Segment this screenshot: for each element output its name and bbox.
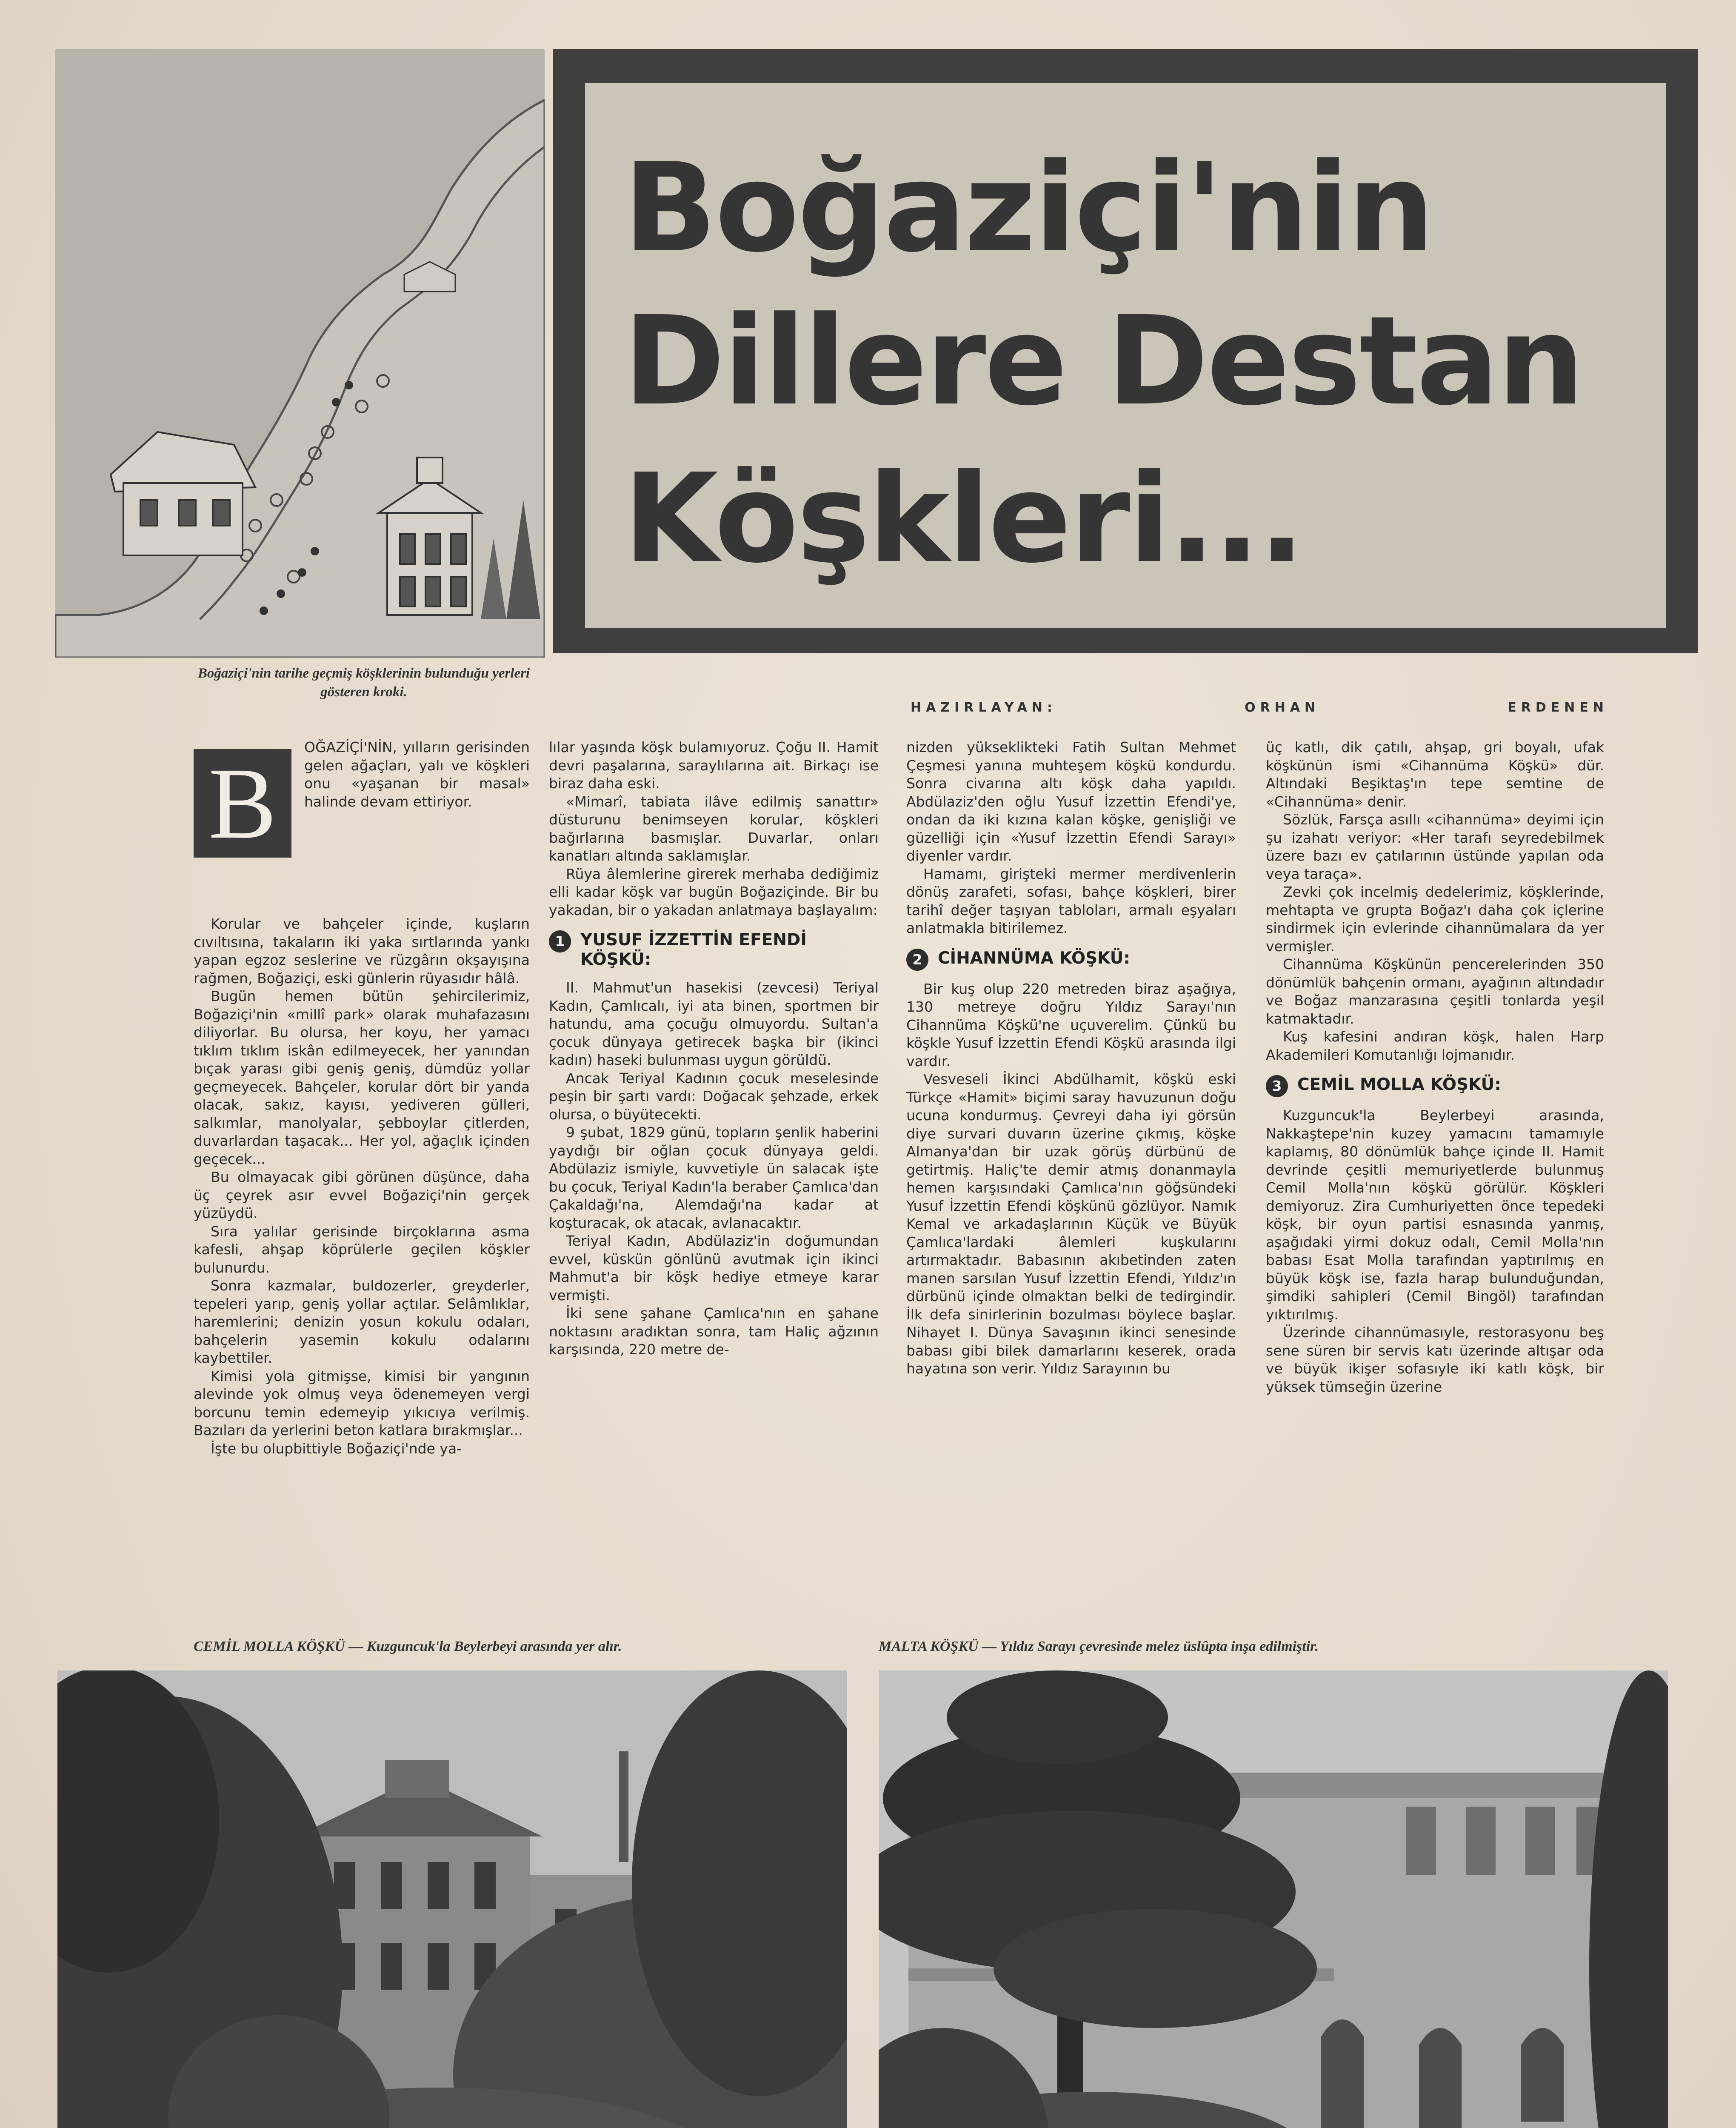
paragraph: Sıra yalılar gerisinde birçoklarına asma kafesli, ahşap köprülerle geçilen köşkler bulunurdu.	[194, 1223, 530, 1276]
paragraph: Cihannüma Köşkünün pencerelerinden 350 dönümlük bahçenin ormanı, ayağının altındadır ve Boğaz manzarasına çeşitli tonlarda yeşil katmaktadır.	[1266, 956, 1604, 1027]
article-column-3	[906, 738, 1236, 1378]
section-number: 1	[549, 930, 571, 952]
headline-line-3: Köşkleri...	[623, 447, 1303, 590]
photo-malta-kosku	[879, 1670, 1668, 2128]
paragraph: Sözlük, Farsça asıllı «cihannüma» deyimi için şu izahatı veriyor: «Her tarafı seyredebilmek üzere bazı ev çatılarının üstünde yapılan oda veya taraça».	[1266, 811, 1604, 882]
photo-cemil-molla-kosku	[57, 1670, 847, 2128]
article-column-1	[194, 915, 530, 1458]
byline-last-name: ERDENEN	[1508, 700, 1608, 715]
drop-cap: B	[194, 749, 291, 858]
paragraph: Bu olmayacak gibi görünen düşünce, daha üç çeyrek asır evvel Boğaziçi'nin gerçek yüzüydü.	[194, 1169, 530, 1221]
paragraph: nizden yükseklikteki Fatih Sultan Mehmet Çeşmesi yanına muhteşem köşkü kondurdu. Sonra civarına altı köşk daha yapıldı. Abdülaziz'den oğlu Yusuf İzzettin Efendi'ye, ondan da iki kızına kalan köşke, genişliği ve güzelliği için «Yusuf İzzettin Efendi Sarayı» diyenler vardır.	[906, 739, 1236, 864]
article-column-2	[549, 738, 879, 1359]
byline-first-name: ORHAN	[1245, 700, 1320, 715]
section-number: 3	[1266, 1075, 1288, 1097]
paragraph: İki sene şahane Çamlıca'nın en şahane noktasını aradıktan sonra, tam Haliç ağzının karşısında, 220 metre de-	[549, 1305, 879, 1358]
section-number: 2	[906, 949, 928, 971]
paragraph: Rüya âlemlerine girerek merhaba dediğimiz elli kadar köşk var bugün Boğaziçinde. Bir bu yakadan, bir o yakadan anlatmaya başlayalım:	[549, 865, 879, 918]
paragraph: Hamamı, girişteki mermer merdivenlerin dönüş zarafeti, sofası, bahçe köşkleri, birer tarihî değer taşıyan tabloları, armalı eşyaları anlatmakla bitirilemez.	[906, 865, 1236, 936]
paragraph: Sonra kazmalar, buldozerler, greyderler, tepeleri yarıp, geniş yollar açtılar. Selâmlıklar, haremlerini; denizin yosun kokulu odaları, bahçelerin yasemin kokulu odalarını kaybettiler.	[194, 1277, 530, 1366]
paragraph: üç katlı, dik çatılı, ahşap, gri boyalı, ufak köşkünün ismi «Cihannüma Köşkü» dür. Altındaki Beşiktaş'ın tepe semtine de «Cihannüma» denir.	[1266, 739, 1604, 810]
paragraph: Bugün hemen bütün şehircilerimiz, Boğaziçi'nin «millî park» olarak muhafazasını diliyorlar. Bu olursa, her koyu, her yamacı tıklım tıklım iskân edilmeyecek, her yanından bıçak yarası gibi geniş geniş, dümdüz yollar geçmeyecek. Bahçeler, korular dört bir yanda olacak, sakız, kayısı, yediveren gülleri, salkımlar, manolyalar, şebboylar çitlerden, duvarlardan taşacak... Her yol, ağaçlık içinden geçecek...	[194, 988, 530, 1167]
paragraph: Teriyal Kadın, Abdülaziz'in doğumundan evvel, küskün gönlünü avutmak için ikinci Mahmut'a bir köşk hediye etmeye karar vermişti.	[549, 1233, 879, 1304]
section-title: YUSUF İZZETTİN EFENDİ KÖŞKÜ:	[580, 930, 807, 969]
headline-panel	[585, 83, 1666, 628]
paragraph: Kuzguncuk'la Beylerbeyi arasında, Nakkaştepe'nin kuzey yamacını tamamıyle kaplamış, 80 dönümlük bahçe içinde II. Hamit devrinde çeşitli memuriyetlerde bulunmuş Cemil Molla'nın köşkü görülür. Köşkleri demiyoruz. Zira Cumhuriyetten önce tepedeki köşk, bir oyun partisi esnasında yanmış, aşağıdaki yirmi dokuz odalı, Cemil Molla'nın babası Esat Molla tarafından yaptırılmış en büyük köşk ise, fazla harap bulunduğundan, şimdiki sahipleri (Cemil Bingöl) tarafından yıktırılmış.	[1266, 1107, 1604, 1323]
section-heading-2	[906, 949, 1236, 971]
article-column-4	[1266, 738, 1604, 1396]
bosphorus-map-sketch	[55, 49, 545, 658]
map-illustration	[55, 49, 545, 658]
article-lead: OĞAZİÇİ'NİN, yılların gerisinden gelen ağaçları, yalı ve köşkleri onu «yaşanan bir masal» halinde devam ettiriyor.	[304, 739, 530, 810]
headline-line-2: Dillere Destan	[623, 290, 1583, 432]
section-heading-1	[549, 930, 879, 970]
paragraph: 9 şubat, 1829 günü, topların şenlik haberini yaydığı bir oğlan çocuk dünyaya geldi. Abdülaziz ismiyle, kuvvetiyle ün salacak işte bu çocuk, Teriyal Kadın'la beraber Çamlıca'dan Çakaldağı'na, Alemdağı'na kadar at koşturacak, ok atacak, avlanacaktır.	[549, 1124, 879, 1231]
paragraph: Kuş kafesini andıran köşk, halen Harp Akademileri Komutanlığı lojmanıdır.	[1266, 1028, 1604, 1063]
paragraph: İşte bu olupbittiyle Boğaziçi'nde ya-	[211, 1440, 462, 1457]
headline-line-1: Boğaziçi'nin	[623, 137, 1433, 279]
section-heading-3	[1266, 1075, 1604, 1097]
byline-label: HAZIRLAYAN:	[911, 700, 1057, 715]
photo-caption-cemil-molla: CEMİL MOLLA KÖŞKÜ — Kuzguncuk'la Beylerbeyi arasında yer alır.	[194, 1639, 622, 1654]
paragraph: Ancak Teriyal Kadının çocuk meselesinde peşin bir şartı vardı: Doğacak şehzade, erkek olursa, o büyütecekti.	[549, 1070, 879, 1123]
paragraph: Kimisi yola gitmişse, kimisi bir yangının alevinde yok olmuş veya ödenemeyen vergi borcunu temin edemeyip yıkıcıya verilmiş. Bazıları da yerlerini beton katlara bırakmışlar...	[194, 1367, 530, 1439]
photo-caption-malta: MALTA KÖŞKÜ — Yıldız Sarayı çevresinde melez üslûpta inşa edilmiştir.	[879, 1639, 1319, 1654]
paragraph: Zevki çok incelmiş dedelerimiz, köşklerinde, mehtapta ve grupta Boğaz'ı daha çok içlerine sindirmek için evlerinde cihannümalara da yer vermişler.	[1266, 884, 1604, 955]
paragraph: Korular ve bahçeler içinde, kuşların cıvıltısına, takaların iki yaka sırtlarında yankı yapan egzoz seslerine ve rüzgârın okşayışına rağmen, Boğaziçi, eski günlerin rüyasıdır hâlâ.	[194, 915, 530, 987]
paragraph: Üzerinde cihannümasıyle, restorasyonu beş sene süren bir servis katı üzerinde altışar oda ve büyük ikişer sofasıyle iki katlı köşk, bir yüksek tümseğin üzerine	[1266, 1324, 1604, 1395]
paragraph: «Mimarî, tabiata ilâve edilmiş sanattır» düsturunu benimseyen korular, köşkleri bağırlarına basmışlar. Duvarlar, onları kanatları altında saklamışlar.	[549, 793, 879, 864]
headline-box	[553, 49, 1698, 653]
paragraph: II. Mahmut'un hasekisi (zevcesi) Teriyal Kadın, Çamlıcalı, iyi ata binen, sportmen bir hatundu, ama çocuğu olmuyordu. Sultan'a çocuk dünyaya getirecek başka bir (ikinci kadın) haseki bulunması uygun görüldü.	[549, 979, 879, 1068]
paragraph: lılar yaşında köşk bulamıyoruz. Çoğu II. Hamit devri paşalarına, saraylılarına ait. Birkaçı ise biraz daha eski.	[549, 739, 879, 792]
section-title: CEMİL MOLLA KÖŞKÜ:	[1297, 1075, 1501, 1094]
byline	[911, 700, 1608, 715]
paragraph: Vesveseli İkinci Abdülhamit, köşkü eski Türkçe «Hamit» biçimi saray havuzunun doğu ucuna kondurmuş. Çevreyi daha iyi görsün diye survari duvarın üzerine çıkmış, köşke Almanya'dan bir uzak görüş dürbünü de getirtmiş. Haliç'te demir atmış donanmayla hemen karşısındaki Çamlıca'nın göğsündeki Yusuf İzzettin Efendi köşkünü gözlüyor. Namık Kemal ve arkadaşlarının Küçük ve Büyük Çamlıca'lardaki âlemleri kuşkularını artırmaktadır. Babasının akıbetinden zaten manen sarsılan Yusuf İzzettin Efendi, Yıldız'ın dürbünü içinde olmaktan belki de tedirgindir. İlk defa sinirlerinin bozulması böylece başlar. Nihayet I. Dünya Savaşının ikinci senesinde babası gibi bilek damarlarını keserek, orada hayatına son verir. Yıldız Sarayının bu	[906, 1071, 1236, 1377]
map-caption: Boğaziçi'nin tarihe geçmiş köşklerinin bulunduğu yerleri gösteren kroki.	[197, 666, 530, 700]
section-title: CİHANNÜMA KÖŞKÜ:	[938, 948, 1130, 968]
paragraph: Bir kuş olup 220 metreden biraz aşağıya, 130 metreye doğru Yıldız Sarayı'nın Cihannüma Köşkü'ne uçuverelim. Çünkü bu köşkle Yusuf İzzettin Efendi Köşkü arasında ilgi vardır.	[906, 980, 1236, 1070]
